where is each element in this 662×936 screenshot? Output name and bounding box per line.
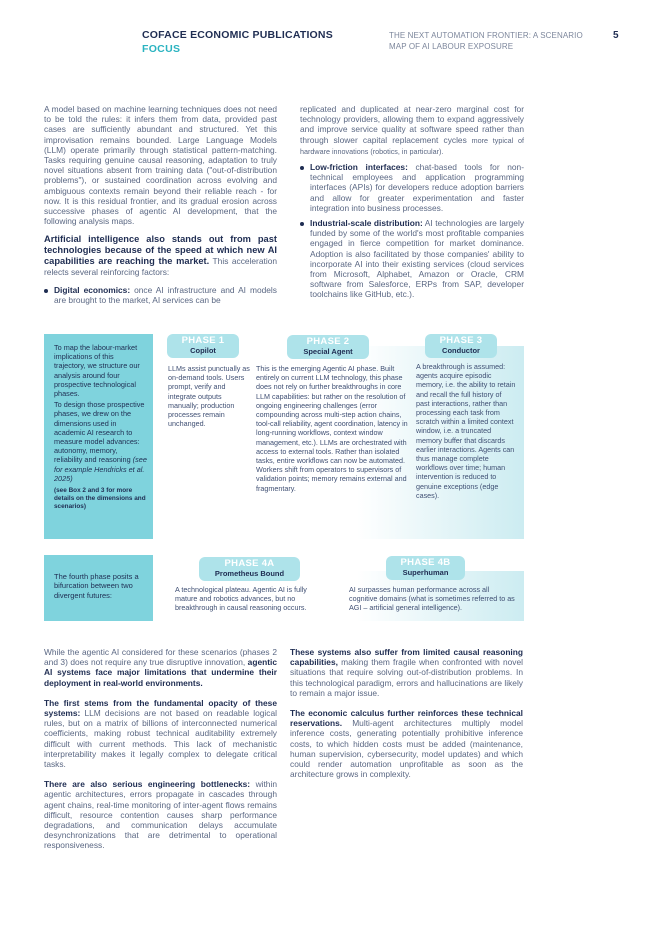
page-number: 5 (613, 30, 619, 41)
economic-bold: The economic calculus further reinforces these technical reservations. (290, 708, 523, 729)
bifurcation-diagram (44, 555, 524, 621)
bullet-text: chat-based tools for non-technical employees and application programming interfaces (APIs) for developers reduce adoption barriers and allow for greater experimentation and faster integration into business processes. (310, 162, 524, 213)
brand-name: COFACE ECONOMIC PUBLICATIONS (142, 29, 333, 41)
causal-text: making them fragile when confronted with novel situations that require solving out-of-distribution problems. In this technological paradigm, errors and hallucinations are likely to remain a major issue. (290, 657, 523, 698)
phase-1-subtitle: Copilot (190, 346, 216, 355)
phase-2-description: This is the emerging Agentic AI phase. Built entirely on current LLM technology, this phase does not rely on further breakthroughs in core LLM capabilities: but rather on the resolution of ongoing engineering challenges (error compounding across multi-step action chains, tool-call reliability, agent coordination, latency in long-running workflows, context window management, etc.). LLMs are orchestrated with access to external tools. Rather than isolated tasks, entire workflows can now be automated. Workers shift from operators to supervisors of validation points; memory remains external and fragmentary. (256, 364, 408, 493)
bottlenecks-bold: There are also serious engineering bottlenecks: (44, 779, 251, 790)
phase-3-description: A breakthrough is assumed: agents acquire episodic memory, i.e. the ability to retain and recall the full history of past interactions, rather than processing each task from scratch within a limited context window, i.e. a truncated memory buffer that discards earlier interactions. Agents can thus manage complete workflows over time; human intervention is reduced to genuine exceptions (edge cases). (416, 362, 516, 500)
lead-paragraph (44, 234, 277, 277)
phases-intro-box (44, 334, 153, 539)
bottom-left-column (44, 647, 277, 859)
phase-4a-description: A technological plateau. Agentic AI is fully mature and robotics advances, but no breakthrough in causal reasoning occurs. (175, 585, 307, 613)
intro-citation: (see for example Hendricks et al. 2025) (54, 455, 147, 483)
bullet-heading: Low-friction interfaces: (310, 162, 408, 173)
opacity-paragraph (44, 698, 277, 769)
phases-diagram (44, 334, 524, 539)
continued-text: replicated and duplicated at near-zero marginal cost for technology providers, allowing them to expand aggressively and improve service quality at software speed rather than through slower capital replacement cycles (300, 104, 524, 145)
lead-rest: This acceleration relects several reinforcing factors: (44, 256, 278, 277)
phase-2-subtitle: Special Agent (303, 347, 353, 356)
causal-bold: These systems also suffer from limited causal reasoning capabilities, (290, 647, 523, 668)
limitations-paragraph (44, 647, 277, 688)
bottlenecks-paragraph (44, 779, 277, 850)
intro-note: (see Box 2 and 3 for more details on the dimensions and scenarios) (54, 487, 146, 511)
phase-4a-title: PHASE 4A (224, 558, 275, 569)
opacity-text: LLM decisions are not based on readable logical rules, but on a matrix of billions of interconnected numerical coefficients, making robust technical auditability extremely difficult with current methods. This lack of mechanistic interpretability makes it legally complex to delegate critical tasks. (44, 708, 277, 770)
phase-4b-description: AI surpasses human performance across all cognitive domains (what is sometimes referred to as AGI – artificial general intelligence). (349, 585, 515, 613)
phase-1-title: PHASE 1 (181, 335, 225, 346)
lead-bold: Artificial intelligence also stands out from past technologies because of the speed at which new AI capabilities are reaching the market. (44, 234, 277, 267)
phase-1-description: LLMs assist punctually as on-demand tools. Users prompt, verify and integrate outputs manually; production processes remain unchanged. (168, 364, 250, 429)
phase-3-subtitle: Conductor (442, 346, 480, 355)
opacity-bold: The first stems from the fundamental opacity of these systems: (44, 697, 277, 719)
intro-text-2-main: To design those prospective phases, we drew on the dimensions used in academic AI research to measure model advances: autonomy, memory, reliability and reasoning (54, 400, 145, 465)
phase-4a-badge (199, 557, 300, 581)
document-title: THE NEXT AUTOMATION FRONTIER: A SCENARIO MAP OF AI LABOUR EXPOSURE (389, 31, 583, 51)
phase-2-title: PHASE 2 (306, 336, 350, 347)
intro-text-1: To map the labour-market implications of this trajectory, we structure our analysis around four prospective technological phases. (54, 343, 140, 399)
phase-4b-badge (386, 556, 465, 580)
right-column (300, 104, 524, 305)
factor-list (44, 285, 277, 305)
economic-paragraph (290, 708, 523, 779)
brand-section: FOCUS (142, 43, 181, 55)
phase-2-badge (287, 335, 369, 359)
bottlenecks-text: within agentic architectures, errors propagate in cascades through agent chains, real-time monitoring of inter-agent flows remains difficult, resource contention causes sharp performance degradations, and communication delays accumulate desynchronizations that are detrimental to operational responsiveness. (44, 779, 277, 851)
bottom-right-column (290, 647, 523, 787)
publication-brand (142, 29, 352, 55)
list-item (300, 162, 524, 213)
limitations-text: While the agentic AI considered for these scenarios (phases 2 and 3) does not require any true disruptive innovation, (44, 647, 277, 668)
factor-list-continued (300, 162, 524, 300)
bifurcation-intro-box: The fourth phase posits a bifurcation between two divergent futures: (44, 555, 153, 621)
phase-3-title: PHASE 3 (439, 335, 483, 346)
bullet-heading: Industrial-scale distribution: (310, 218, 423, 229)
bullet-text: once AI infrastructure and AI models are brought to the market, AI services can be (54, 284, 277, 305)
phase-4b-title: PHASE 4B (400, 557, 451, 568)
list-item (44, 285, 277, 305)
phase-1-badge (167, 334, 239, 358)
phase-3-badge (425, 334, 497, 358)
phase-4a-subtitle: Prometheus Bound (214, 569, 285, 578)
intro-text-2 (54, 400, 147, 483)
continued-paragraph (300, 104, 524, 157)
economic-text: Multi-agent architectures multiply model inference costs, generating potentially prohibitive inference costs, to which hidden costs must be added (maintenance, human supervision, cybersecurity, model updates) and which could render automation unprofitable as soon as the architecture grows in complexity. (290, 718, 523, 780)
causal-paragraph (290, 647, 523, 698)
limitations-bold: agentic AI systems face major limitations that undermine their deployment in real-world environments. (44, 657, 277, 688)
intro-paragraph: A model based on machine learning techniques does not need to be told the rules: it infers them from data, provided past cases are sufficiently abundant and structured. Yet this improvisation remains bounded. Large Language Models (LLM) operate primarily through statistical pattern-matching. Tasks requiring genuine causal reasoning, adaptation to truly novel situations absent from training data ("out-of-distribution problems"), or sustained coordination across evolving and ambiguous contexts remain beyond their reliable reach - for now. It is this residual frontier, and its gradual erosion across successive phases of agentic AI development, that the following analysis maps. (44, 104, 277, 227)
bullet-text: AI technologies are largely funded by some of the world's most profitable companies engaged in fierce competition for market dominance. Adoption is also facilitated by those companies' ability to incorporate AI into their existing services (cloud services from Microsoft, Alphabet, Amazon or Oracle, CRM software from Salesforce, ERPs from SAP, developer toolchains like GitHub, etc.). (310, 218, 525, 300)
list-item (300, 218, 524, 300)
phase-4b-subtitle: Superhuman (402, 568, 449, 577)
bullet-heading: Digital economics: (54, 284, 131, 295)
left-column (44, 104, 277, 310)
continued-small: more typical of hardware innovations (robotics, in particular). (300, 135, 524, 156)
